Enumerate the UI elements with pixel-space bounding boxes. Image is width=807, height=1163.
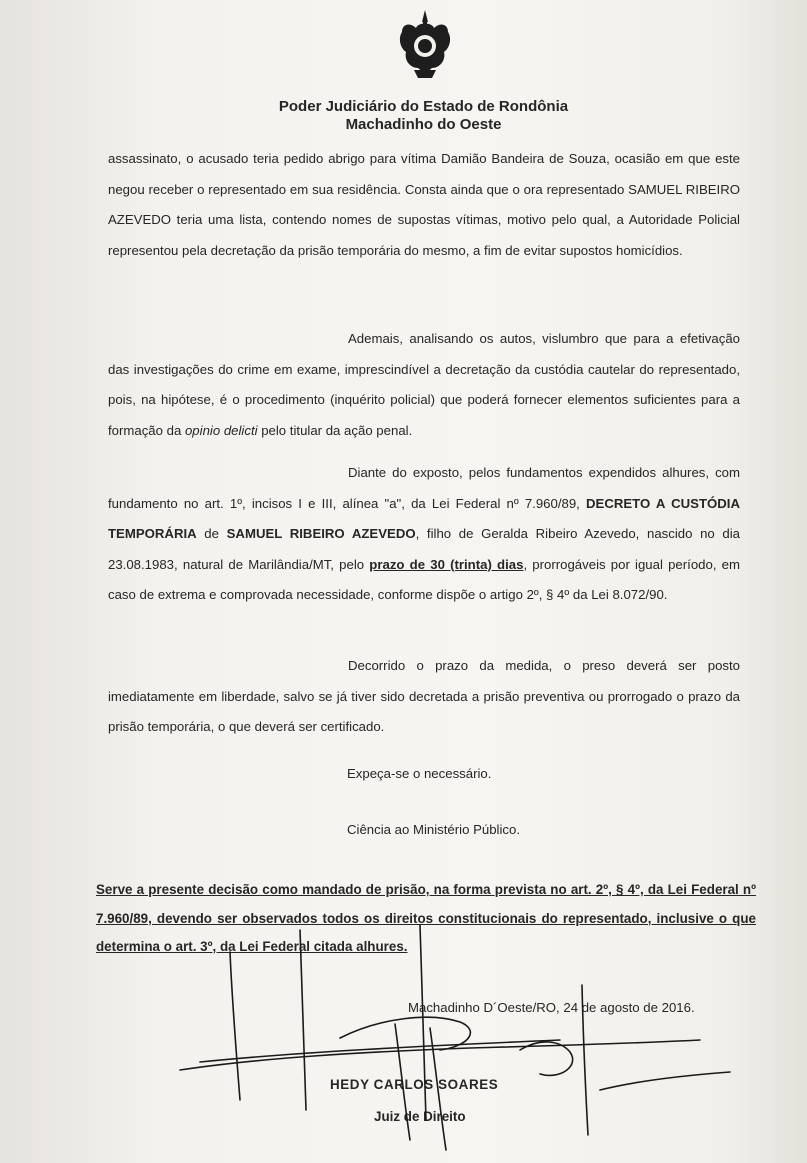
paragraph-facts: assassinato, o acusado teria pedido abrigo para vítima Damião Bandeira de Souza, ocasião em que este negou receber o representado em sua residência. Consta ainda que o ora representado SAMUEL RIBEIRO AZEVEDO teria uma lista, contendo nomes de supostas vítimas, motivo pelo qual, a Autoridade Policial representou pela decretação da prisão temporária do mesmo, a fim de evitar supostos homicídios. <box>108 151 740 258</box>
court-location: Machadinho do Oeste <box>345 116 502 133</box>
warrant-statement: Serve a presente decisão como mandado de prisão, na forma prevista no art. 2º, § 4º, da Lei Federal nº 7.960/89, devendo ser observados todos os direitos constitucionais do representado, inclusive o que determina o art. 3º, da Lei Federal citada alhures. <box>96 882 756 954</box>
coat-of-arms-icon <box>392 8 458 80</box>
judge-role: Juiz de Direito <box>374 1109 466 1124</box>
expeca-line: Expeça-se o necessário. <box>347 766 492 781</box>
analysis-text-end: pelo titular da ação penal. <box>257 422 413 438</box>
paragraph-analysis <box>108 324 740 446</box>
opinio-delicti: opinio delicti <box>184 422 258 438</box>
decision-text-d: , prorrogáveis por igual período, em caso de extrema e comprovada necessidade, conforme dispõe o artigo 2º, § 4º da Lei 8.072/90. <box>108 556 740 602</box>
analysis-text: Ademais, analisando os autos, vislumbro que para a efetivação das investigações do crime em exame, imprescindível a decretação da custódia cautelar do representado, pois, na hipótese, é o procedimento (inquérito policial) que poderá fornecer elementos suficientes para a formação da <box>108 331 740 438</box>
paragraph-decision <box>108 458 740 611</box>
custody-period: prazo de 30 (trinta) dias <box>369 556 524 572</box>
release-text: Decorrido o prazo da medida, o preso deverá ser posto imediatamente em liberdade, salvo se já tiver sido decretada a prisão preventiva ou prorrogado o prazo da prisão temporária, o que deverá ser certificado. <box>108 658 740 734</box>
defendant-name: SAMUEL RIBEIRO AZEVEDO <box>226 526 416 541</box>
decision-text-c: , filho de Geralda Ribeiro Azevedo, nascido no dia 23.08.1983, natural de Marilândia/MT, pelo <box>108 526 741 572</box>
ciencia-line: Ciência ao Ministério Público. <box>347 822 520 837</box>
decree-statement: DECRETO A CUSTÓDIA TEMPORÁRIA <box>108 495 740 541</box>
judge-name: HEDY CARLOS SOARES <box>330 1077 499 1092</box>
decision-text-a: Diante do exposto, pelos fundamentos expendidos alhures, com fundamento no art. 1º, incisos I e III, alínea "a", da Lei Federal nº 7.960/89, <box>108 465 740 511</box>
paragraph-release <box>108 651 740 743</box>
court-name: Poder Judiciário do Estado de Rondônia <box>278 98 569 115</box>
place-date: Machadinho D´Oeste/RO, 24 de agosto de 2016. <box>408 1000 695 1015</box>
decision-text-b: de <box>196 526 227 541</box>
